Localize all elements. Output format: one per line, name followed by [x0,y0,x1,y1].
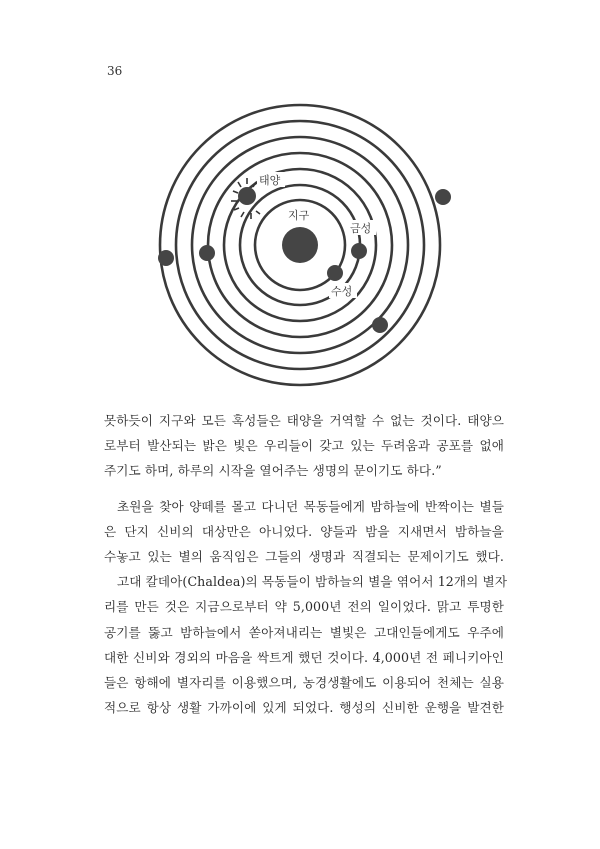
venus [351,243,367,259]
text-line: 들은 항해에 별자리를 이용했으며, 농경생활에도 이용되어 천체는 실용 [104,675,504,691]
paragraph-chaldea [104,569,508,720]
text-line: 주기도 하며, 하루의 시작을 열어주는 생명의 문이기도 하다.” [104,463,442,479]
paragraph-shepherds [104,494,504,570]
page-number: 36 [107,64,123,78]
planet-outer [435,189,451,205]
planet-mars [199,245,215,261]
text-line: 초원을 찾아 양떼를 몰고 다니던 목동들에게 밤하늘에 반짝이는 별들 [117,498,504,514]
solar-system-diagram [140,100,470,400]
earth [282,227,318,263]
text-line: 대한 신비와 경외의 마음을 싹트게 했던 것이다. 4,000년 전 페니키아인 [104,649,504,665]
label-earth: 지구 [288,209,310,222]
text-line: 공기를 뚫고 밤하늘에서 쏟아져내리는 별빛은 고대인들에게도 우주에 [104,624,504,640]
label-venus: 금성 [350,222,372,235]
text-line: 수놓고 있는 별의 움직임은 그들의 생명과 직결되는 문제이기도 했다. [104,549,504,565]
text-line: 못하듯이 지구와 모든 혹성들은 태양을 거역할 수 없는 것이다. 태양으 [104,413,504,428]
mercury [327,265,343,281]
quote-paragraph [104,408,504,484]
text-line: 은 단지 신비의 대상만은 아니었다. 양들과 밤을 지새면서 밤하늘을 [104,523,504,539]
label-sun: 태양 [259,174,281,187]
text-line: 적으로 항상 생활 가까이에 있게 되었다. 행성의 신비한 운행을 발견한 [104,700,504,716]
sun-disc [238,187,256,205]
body-text [104,408,508,720]
text-line: 로부터 발산되는 밝은 빛은 우리들이 갖고 있는 두려움과 공포를 없애 [104,438,504,454]
text-line: 고대 칼데아(Chaldea)의 목동들이 밤하늘의 별을 엮어서 12개의 별자 [117,574,508,590]
label-mercury: 수성 [331,285,353,298]
planet-jupiter [372,317,388,333]
planet-saturn [158,250,174,266]
text-line: 리를 만든 것은 지금으로부터 약 5,000년 전의 일이었다. 맑고 투명한 [104,599,504,615]
